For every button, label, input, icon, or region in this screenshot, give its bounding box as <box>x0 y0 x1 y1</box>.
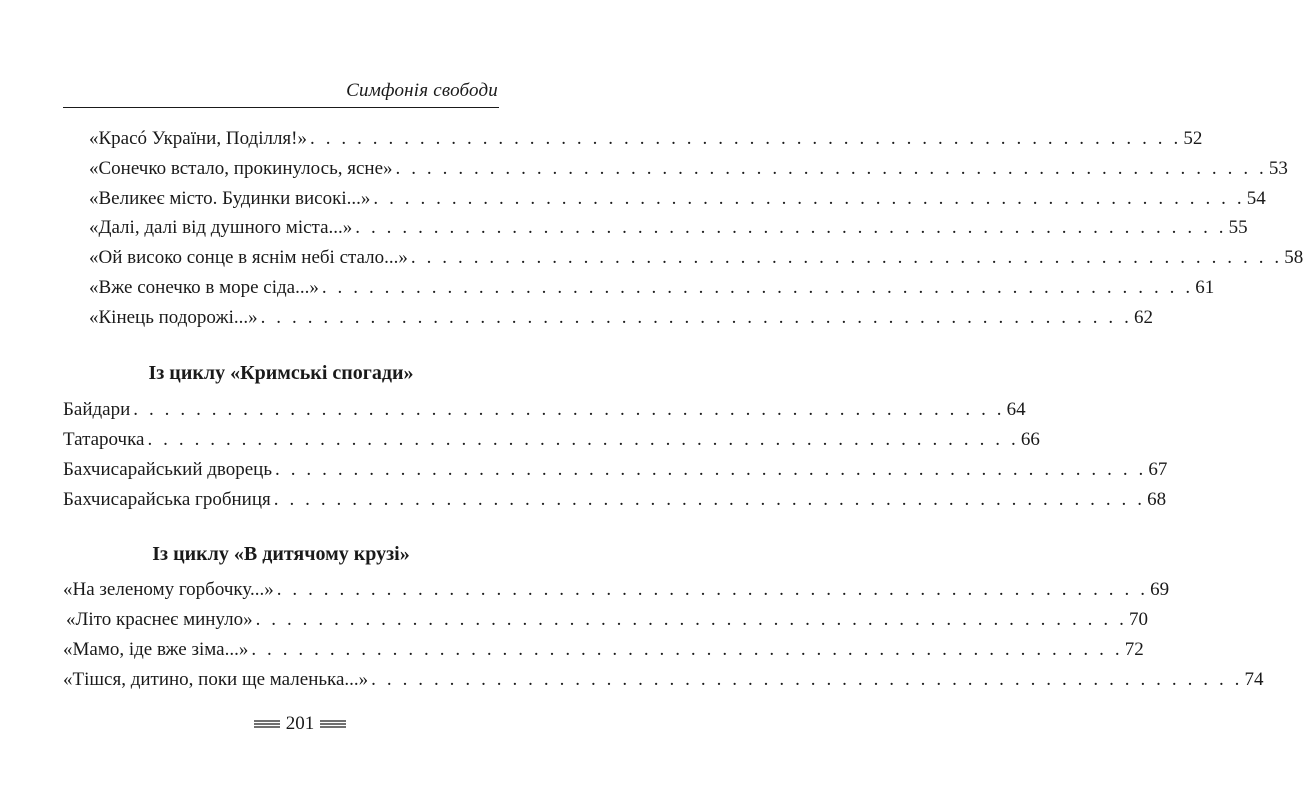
page-number: 201 <box>285 713 315 734</box>
page-number-footer <box>0 712 600 736</box>
running-title: Симфонія свободи <box>346 80 498 101</box>
toc-entry-title: «Ой високо сонце в яснім небі стало...» <box>89 247 408 268</box>
toc-entry-page: 69 <box>1150 579 1170 600</box>
toc-entry-page: 70 <box>1128 609 1148 630</box>
toc-entry-title: «Красó України, Поділля!» <box>89 128 307 149</box>
toc-entry-title: «Вже сонечко в море сіда...» <box>89 277 319 298</box>
toc-entry <box>89 246 1303 270</box>
toc-entry-page: 72 <box>1124 639 1144 660</box>
leader-dots: . . . . . . . . . . . . . . . . . . . . . . . . . . . . . . . . . . . . . . . . . . . . . . . . . . . . . . . . <box>255 609 1127 630</box>
toc-entry-page: 54 <box>1246 188 1266 209</box>
toc-entry-title: «На зеленому горбочку...» <box>63 579 274 600</box>
toc-entry <box>63 638 1144 662</box>
section-heading: Із циклу «Кримські спогади» <box>148 362 414 384</box>
toc-entry <box>89 187 1266 211</box>
toc-entry-title: «Великеє місто. Будинки високі...» <box>89 188 371 209</box>
toc-entry <box>89 276 1215 300</box>
toc-entry <box>89 306 1153 330</box>
leader-dots: . . . . . . . . . . . . . . . . . . . . . . . . . . . . . . . . . . . . . . . . . . . . . . . . . . . . . . . . <box>133 399 1005 420</box>
toc-entry-page: 58 <box>1284 247 1303 268</box>
leader-dots: . . . . . . . . . . . . . . . . . . . . . . . . . . . . . . . . . . . . . . . . . . . . . . . . . . . . . . . . <box>410 247 1283 268</box>
toc-entry <box>63 428 1040 452</box>
toc-entry-title: «Літо краснеє минуло» <box>66 609 253 630</box>
toc-entry-title: Бахчисарайський дворець <box>63 459 273 480</box>
toc-entry-page: 52 <box>1183 128 1203 149</box>
toc-entry <box>89 157 1288 181</box>
leader-dots: . . . . . . . . . . . . . . . . . . . . . . . . . . . . . . . . . . . . . . . . . . . . . . . . . . . . . . . . <box>147 429 1019 450</box>
toc-entry-title: «Кінець подорожі...» <box>89 307 258 328</box>
toc-entry-title: «Сонечко встало, прокинулось, ясне» <box>89 158 393 179</box>
toc-entry-page: 67 <box>1148 459 1168 480</box>
leader-dots: . . . . . . . . . . . . . . . . . . . . . . . . . . . . . . . . . . . . . . . . . . . . . . . . . . . . . . . . <box>395 158 1267 179</box>
ornament-lines-icon <box>320 720 346 728</box>
toc-entry-page: 66 <box>1020 429 1040 450</box>
toc-entry-title: Татарочка <box>63 429 145 450</box>
ornament-lines-icon <box>254 720 280 728</box>
toc-entry <box>63 458 1168 482</box>
toc-entry <box>63 488 1167 512</box>
header-rule <box>63 107 499 108</box>
toc-entry <box>89 216 1248 240</box>
toc-entry-page: 55 <box>1228 217 1248 238</box>
leader-dots: . . . . . . . . . . . . . . . . . . . . . . . . . . . . . . . . . . . . . . . . . . . . . . . . . . . . . . . . <box>373 188 1245 209</box>
toc-entry-page: 61 <box>1195 277 1215 298</box>
toc-entry-title: «Мамо, іде вже зіма...» <box>63 639 249 660</box>
toc-entry-page: 74 <box>1244 669 1264 690</box>
toc-entry-page: 62 <box>1133 307 1153 328</box>
toc-entry-page: 64 <box>1006 399 1026 420</box>
toc-entry <box>63 398 1026 422</box>
toc-entry-page: 68 <box>1147 489 1167 510</box>
toc-entry <box>63 578 1170 602</box>
toc-entry <box>89 127 1203 151</box>
leader-dots: . . . . . . . . . . . . . . . . . . . . . . . . . . . . . . . . . . . . . . . . . . . . . . . . . . . . . . . . <box>310 128 1182 149</box>
leader-dots: . . . . . . . . . . . . . . . . . . . . . . . . . . . . . . . . . . . . . . . . . . . . . . . . . . . . . . . . <box>355 217 1227 238</box>
leader-dots: . . . . . . . . . . . . . . . . . . . . . . . . . . . . . . . . . . . . . . . . . . . . . . . . . . . . . . . . <box>251 639 1123 660</box>
toc-entry-title: «Тішся, дитино, поки ще маленька...» <box>63 669 369 690</box>
toc-entry <box>66 608 1148 632</box>
toc-entry-title: Бахчисарайська гробниця <box>63 489 271 510</box>
leader-dots: . . . . . . . . . . . . . . . . . . . . . . . . . . . . . . . . . . . . . . . . . . . . . . . . . . . . . . . . <box>260 307 1132 328</box>
leader-dots: . . . . . . . . . . . . . . . . . . . . . . . . . . . . . . . . . . . . . . . . . . . . . . . . . . . . . . . . <box>321 277 1194 298</box>
leader-dots: . . . . . . . . . . . . . . . . . . . . . . . . . . . . . . . . . . . . . . . . . . . . . . . . . . . . . . . . <box>276 579 1149 600</box>
toc-entry-title: Байдари <box>63 399 131 420</box>
section-heading: Із циклу «В дитячому крузі» <box>152 543 410 565</box>
toc-entry-title: «Далі, далі від душного міста...» <box>89 217 353 238</box>
leader-dots: . . . . . . . . . . . . . . . . . . . . . . . . . . . . . . . . . . . . . . . . . . . . . . . . . . . . . . . . <box>273 489 1146 510</box>
toc-entry-page: 53 <box>1268 158 1288 179</box>
leader-dots: . . . . . . . . . . . . . . . . . . . . . . . . . . . . . . . . . . . . . . . . . . . . . . . . . . . . . . . . <box>275 459 1147 480</box>
leader-dots: . . . . . . . . . . . . . . . . . . . . . . . . . . . . . . . . . . . . . . . . . . . . . . . . . . . . . . . . <box>371 669 1243 690</box>
toc-entry <box>63 668 1264 692</box>
